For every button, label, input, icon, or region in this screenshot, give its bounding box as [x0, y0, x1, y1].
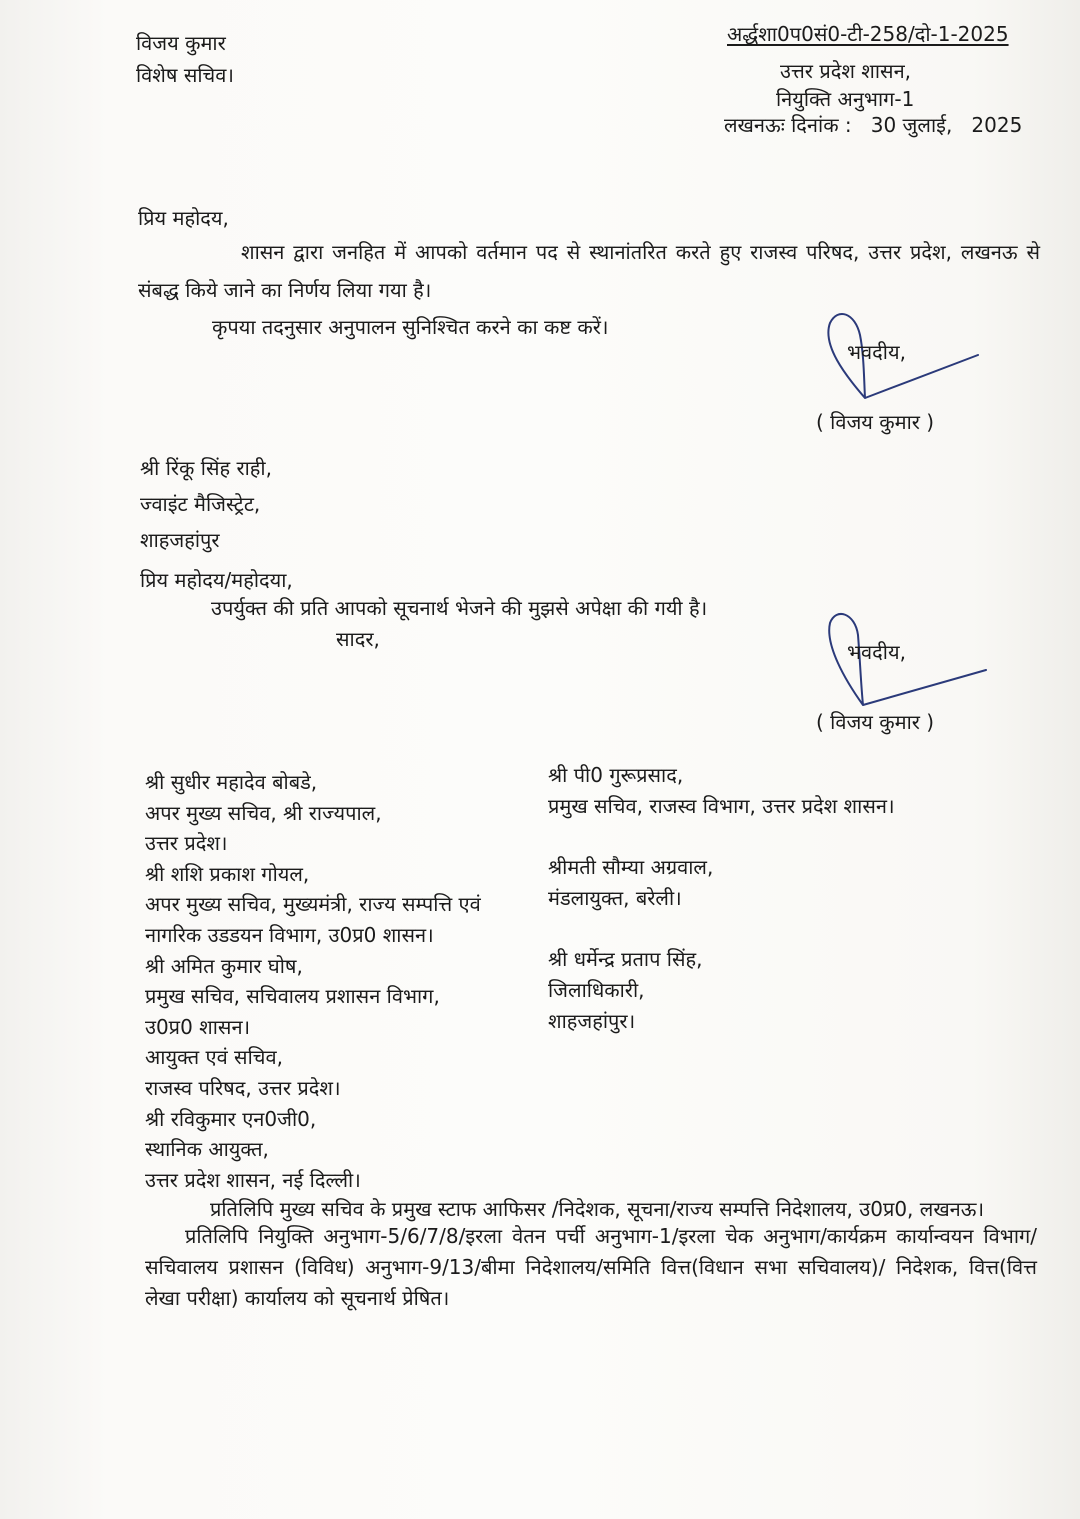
signature-block-2 [800, 605, 1000, 745]
sender-block [136, 28, 234, 92]
copy-text: उपर्युक्त की प्रति आपको सूचनार्थ भेजने की मुझसे अपेक्षा की गयी है। [211, 596, 708, 620]
cc-line: शाहजहांपुर। [548, 1009, 636, 1033]
cc-line: श्री अमित कुमार घोष, [145, 953, 303, 978]
cc-entry-dharmendra [548, 944, 895, 1037]
body-paragraph-1: शासन द्वारा जनहित में आपको वर्तमान पद से स्थानांतरित करते हुए राजस्व परिषद, उत्तर प्रदेश, लखनऊ से संबद्ध किये जाने का निर्णय लिया गया है। [138, 240, 1040, 302]
cc-line: अपर मुख्य सचिव, श्री राज्यपाल, [145, 800, 382, 825]
closing-bhavdiya: भवदीय, [847, 340, 906, 364]
closing-bhavdiya: भवदीय, [847, 640, 906, 664]
cc-list-left [145, 767, 481, 1195]
sender-name: विजय कुमार [136, 31, 226, 55]
reference-number: अर्द्धशा0प0सं0-टी-258/दो-1-2025 [727, 22, 1009, 46]
regards: सादर, [336, 627, 380, 651]
signatory-name: ( विजय कुमार ) [816, 710, 935, 734]
cc-line: श्री धर्मेन्द्र प्रताप सिंह, [548, 947, 703, 971]
cc-line: प्रमुख सचिव, सचिवालय प्रशासन विभाग, [145, 984, 440, 1009]
signatory-name: ( विजय कुमार ) [816, 410, 935, 434]
department: नियुक्ति अनुभाग-1 [776, 87, 915, 111]
cc-entry-saumya [548, 852, 895, 914]
cc-line: जिलाधिकारी, [548, 978, 645, 1002]
pratilipi-1: प्रतिलिपि मुख्य सचिव के प्रमुख स्टाफ आफिसर /निदेशक, सूचना/राज्य सम्पत्ति निदेशालय, उ0प्र0, लखनऊ। [210, 1197, 985, 1221]
date-year: 2025 [971, 113, 1023, 137]
body-paragraph-2: कृपया तदनुसार अनुपालन सुनिश्चित करने का कष्ट करें। [212, 315, 609, 339]
cc-line: स्थानिक आयुक्त, [145, 1137, 269, 1162]
cc-list-right [548, 760, 895, 1067]
cc-line: प्रमुख सचिव, राजस्व विभाग, उत्तर प्रदेश शासन। [548, 794, 895, 818]
date-line [724, 110, 1022, 140]
date-label: लखनऊः दिनांक : [724, 113, 852, 137]
copy-salutation: प्रिय महोदय/महोदया, [140, 568, 293, 592]
cc-line: श्री रविकुमार एन0जी0, [145, 1106, 317, 1131]
cc-line: उत्तर प्रदेश। [145, 831, 228, 856]
signature-block-1 [800, 305, 1000, 445]
cc-line: उत्तर प्रदेश शासन, नई दिल्ली। [145, 1167, 361, 1192]
recipient-location: शाहजहांपुर [140, 528, 220, 552]
recipient-designation: ज्वाइंट मैजिस्ट्रेट, [140, 492, 261, 516]
cc-line: राजस्व परिषद, उत्तर प्रदेश। [145, 1075, 341, 1100]
cc-line: नागरिक उडडयन विभाग, उ0प्र0 शासन। [145, 922, 434, 947]
cc-line: श्रीमती सौम्या अग्रवाल, [548, 855, 714, 879]
recipient-name: श्री रिंकू सिंह राही, [140, 456, 272, 480]
cc-line: मंडलायुक्त, बरेली। [548, 886, 682, 910]
pratilipi-2: प्रतिलिपि नियुक्ति अनुभाग-5/6/7/8/इरला वेतन पर्ची अनुभाग-1/इरला चेक अनुभाग/कार्यक्रम कार्यान्वयन विभाग/सचिवालय प्रशासन (विविध) अनुभाग-9/13/बीमा निदेशालय/समिति वित्त(विधान सभा सचिवालय)/ निदेशक, वित्त(वित्त लेखा परीक्षा) कार्यालय को सूचनार्थ प्रेषित। [145, 1224, 1037, 1310]
date-value: 30 जुलाई, [870, 113, 953, 137]
salutation: प्रिय महोदय, [138, 206, 229, 230]
recipient-block [140, 453, 272, 561]
cc-line: श्री सुधीर महादेव बोबडे, [145, 770, 318, 794]
sender-designation: विशेष सचिव। [136, 63, 234, 87]
cc-line: अपर मुख्य सचिव, मुख्यमंत्री, राज्य सम्पत्ति एवं [145, 892, 481, 917]
cc-line: श्री शशि प्रकाश गोयल, [145, 861, 310, 886]
organization: उत्तर प्रदेश शासन, [780, 59, 912, 83]
cc-line: उ0प्र0 शासन। [145, 1014, 251, 1039]
cc-line: श्री पी0 गुरूप्रसाद, [548, 763, 684, 787]
cc-line: आयुक्त एवं सचिव, [145, 1045, 283, 1070]
cc-entry-guruprasad [548, 760, 895, 822]
